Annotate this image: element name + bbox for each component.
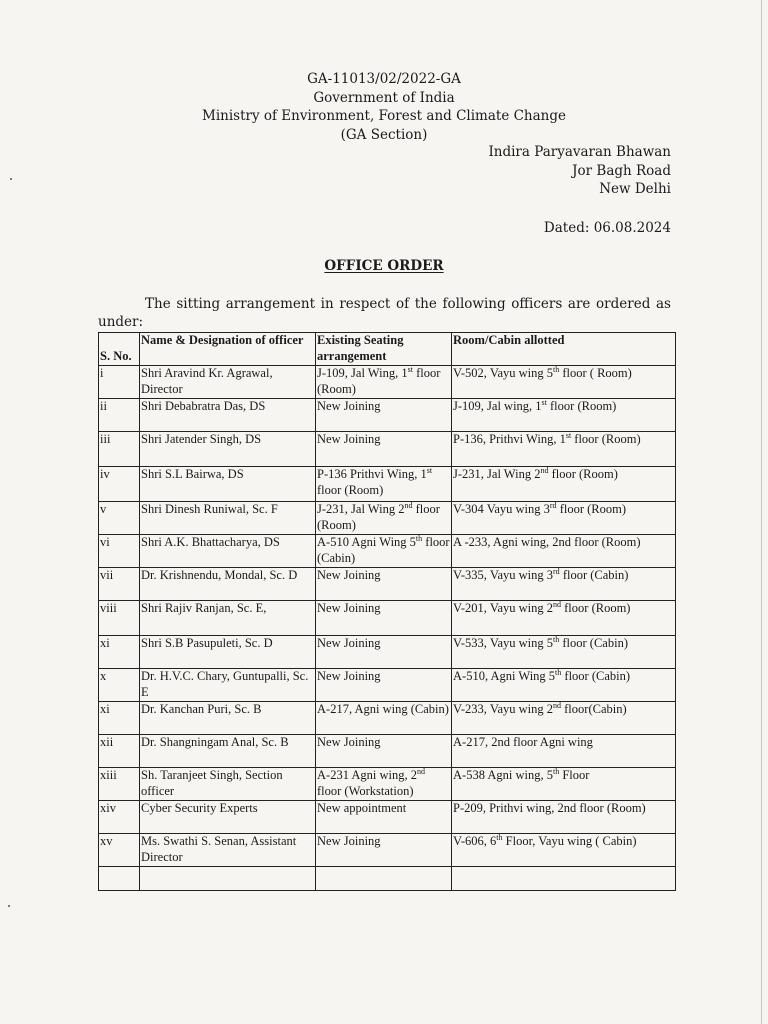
cell-existing: New Joining — [316, 636, 452, 669]
order-title — [0, 258, 768, 274]
cell-officer: Ms. Swathi S. Senan, Assistant Director — [140, 834, 316, 867]
cell-empty — [316, 867, 452, 891]
government-line: Government of India — [313, 89, 455, 106]
file-number: GA-11013/02/2022-GA — [307, 71, 461, 87]
cell-sno: xv — [99, 834, 140, 867]
cell-officer: Shri Rajiv Ranjan, Sc. E, — [140, 601, 316, 636]
cell-existing: New Joining — [316, 568, 452, 601]
cell-allotted: V-533, Vayu wing 5th floor (Cabin) — [452, 636, 676, 669]
address-line-2: Jor Bagh Road — [572, 162, 671, 179]
cell-sno: i — [99, 366, 140, 399]
ministry-line: Ministry of Environment, Forest and Climate Change — [202, 108, 566, 124]
address-block — [488, 143, 671, 199]
cell-sno: xiv — [99, 801, 140, 834]
table-row — [99, 636, 676, 669]
cell-allotted: V-502, Vayu wing 5th floor ( Room) — [452, 366, 676, 399]
cell-allotted: J-109, Jal wing, 1st floor (Room) — [452, 399, 676, 432]
cell-allotted: A-538 Agni wing, 5th Floor — [452, 768, 676, 801]
cell-empty — [99, 867, 140, 891]
table-row — [99, 669, 676, 702]
cell-sno: vii — [99, 568, 140, 601]
cell-allotted: V-335, Vayu wing 3rd floor (Cabin) — [452, 568, 676, 601]
table-row-blank — [99, 867, 676, 891]
cell-officer: Shri S.B Pasupuleti, Sc. D — [140, 636, 316, 669]
cell-officer: Cyber Security Experts — [140, 801, 316, 834]
cell-allotted: V-233, Vayu wing 2nd floor(Cabin) — [452, 702, 676, 735]
cell-existing: New appointment — [316, 801, 452, 834]
cell-sno: v — [99, 502, 140, 535]
table-row — [99, 432, 676, 467]
letterhead — [0, 70, 768, 144]
header-allotted: Room/Cabin allotted — [452, 333, 676, 366]
cell-officer: Dr. H.V.C. Chary, Guntupalli, Sc. E — [140, 669, 316, 702]
cell-officer: Dr. Shangningam Anal, Sc. B — [140, 735, 316, 768]
table-row — [99, 834, 676, 867]
order-title-text: OFFICE ORDER — [324, 258, 444, 274]
cell-sno: viii — [99, 601, 140, 636]
address-line-1: Indira Paryavaran Bhawan — [488, 144, 671, 160]
cell-sno: xii — [99, 735, 140, 768]
cell-officer: Shri Aravind Kr. Agrawal, Director — [140, 366, 316, 399]
cell-officer: Shri Debabratra Das, DS — [140, 399, 316, 432]
section-line: (GA Section) — [340, 126, 428, 143]
cell-allotted: V-201, Vayu wing 2nd floor (Room) — [452, 601, 676, 636]
cell-existing: J-231, Jal Wing 2nd floor (Room) — [316, 502, 452, 535]
cell-allotted: A -233, Agni wing, 2nd floor (Room) — [452, 535, 676, 568]
seating-table — [98, 332, 676, 891]
cell-existing: A-217, Agni wing (Cabin) — [316, 702, 452, 735]
cell-allotted: V-304 Vayu wing 3rd floor (Room) — [452, 502, 676, 535]
table-row — [99, 768, 676, 801]
header-existing: Existing Seating arrangement — [316, 333, 452, 366]
table-row — [99, 601, 676, 636]
cell-existing: New Joining — [316, 432, 452, 467]
cell-sno: iv — [99, 467, 140, 502]
cell-existing: A-231 Agni wing, 2nd floor (Workstation) — [316, 768, 452, 801]
cell-officer: Shri Dinesh Runiwal, Sc. F — [140, 502, 316, 535]
table-row — [99, 399, 676, 432]
table-row — [99, 735, 676, 768]
table-row — [99, 366, 676, 399]
cell-allotted: V-606, 6th Floor, Vayu wing ( Cabin) — [452, 834, 676, 867]
table-row — [99, 502, 676, 535]
cell-sno: xi — [99, 636, 140, 669]
cell-existing: New Joining — [316, 601, 452, 636]
scan-speck — [10, 178, 12, 180]
cell-officer: Dr. Kanchan Puri, Sc. B — [140, 702, 316, 735]
cell-officer: Shri S.L Bairwa, DS — [140, 467, 316, 502]
table-row — [99, 568, 676, 601]
cell-existing: New Joining — [316, 399, 452, 432]
cell-sno: iii — [99, 432, 140, 467]
cell-officer: Shri Jatender Singh, DS — [140, 432, 316, 467]
dated-line: Dated: 06.08.2024 — [543, 220, 671, 236]
table-header-row — [99, 333, 676, 366]
cell-allotted: A-510, Agni Wing 5th floor (Cabin) — [452, 669, 676, 702]
table-row — [99, 535, 676, 568]
scan-edge-line — [761, 0, 762, 1024]
header-sno: S. No. — [99, 333, 140, 366]
header-name: Name & Designation of officer — [140, 333, 316, 366]
cell-officer: Shri A.K. Bhattacharya, DS — [140, 535, 316, 568]
cell-existing: New Joining — [316, 735, 452, 768]
cell-allotted: P-209, Prithvi wing, 2nd floor (Room) — [452, 801, 676, 834]
cell-empty — [140, 867, 316, 891]
scan-speck — [8, 905, 10, 907]
cell-sno: xi — [99, 702, 140, 735]
cell-existing: J-109, Jal Wing, 1st floor (Room) — [316, 366, 452, 399]
address-line-3: New Delhi — [599, 181, 671, 197]
cell-sno: vi — [99, 535, 140, 568]
cell-officer: Sh. Taranjeet Singh, Section officer — [140, 768, 316, 801]
cell-sno: xiii — [99, 768, 140, 801]
cell-existing: A-510 Agni Wing 5th floor (Cabin) — [316, 535, 452, 568]
cell-allotted: P-136, Prithvi Wing, 1st floor (Room) — [452, 432, 676, 467]
cell-sno: ii — [99, 399, 140, 432]
cell-sno: x — [99, 669, 140, 702]
table-row — [99, 702, 676, 735]
intro-paragraph: The sitting arrangement in respect of the following officers are ordered as under: — [98, 296, 671, 330]
table-row — [99, 801, 676, 834]
cell-empty — [452, 867, 676, 891]
cell-officer: Dr. Krishnendu, Mondal, Sc. D — [140, 568, 316, 601]
cell-allotted: A-217, 2nd floor Agni wing — [452, 735, 676, 768]
cell-existing: P-136 Prithvi Wing, 1st floor (Room) — [316, 467, 452, 502]
cell-existing: New Joining — [316, 834, 452, 867]
cell-existing: New Joining — [316, 669, 452, 702]
cell-allotted: J-231, Jal Wing 2nd floor (Room) — [452, 467, 676, 502]
table-row — [99, 467, 676, 502]
